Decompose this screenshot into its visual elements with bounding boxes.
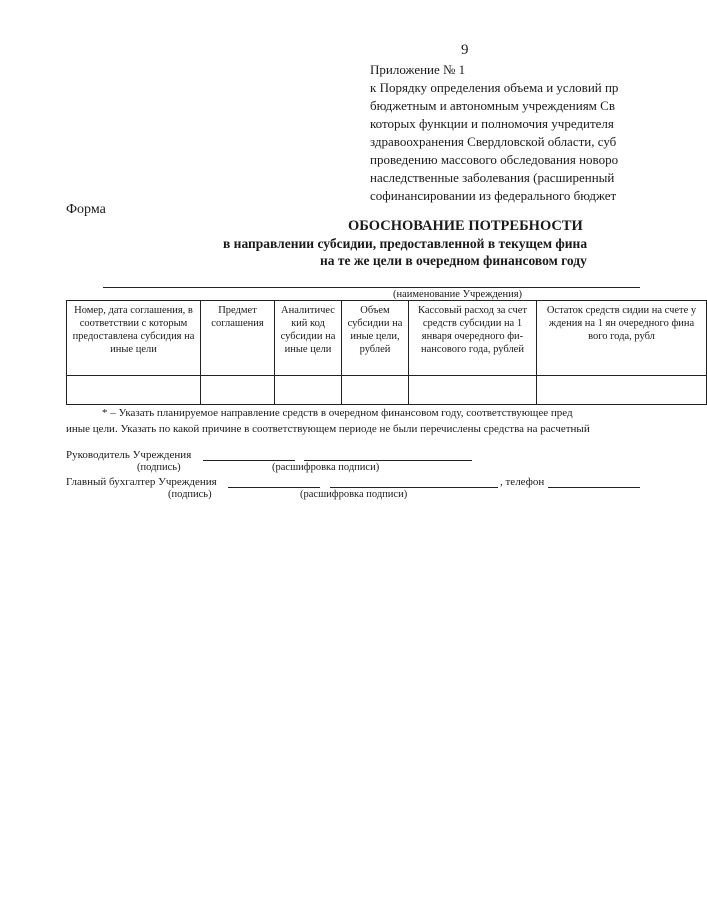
title-line: на те же цели в очередном финансовом году bbox=[320, 253, 587, 268]
appendix-line: которых функции и полномочия учредителя bbox=[370, 116, 614, 131]
table-header-cell: Предмет соглашения bbox=[201, 301, 275, 376]
table-cell bbox=[67, 376, 201, 405]
table-cell bbox=[537, 376, 707, 405]
table-header-cell: Кассовый расход за счет средств субсидии на 1 января очередного фи- нансового года, рублей bbox=[409, 301, 537, 376]
head-decode-caption: (расшифровка подписи) bbox=[272, 462, 380, 473]
head-label: Руководитель Учреждения bbox=[66, 449, 192, 461]
table-header-cell: Номер, дата соглашения, в соответствии с которым предоставлена субсидия на иные цели bbox=[67, 301, 201, 376]
table-cell bbox=[201, 376, 275, 405]
institution-caption: (наименование Учреждения) bbox=[393, 289, 523, 300]
table-cell bbox=[275, 376, 342, 405]
institution-name-line bbox=[103, 287, 640, 288]
accountant-label: Главный бухгалтер Учреждения bbox=[66, 476, 217, 488]
footnote-line: иные цели. Указать по какой причине в соответствующем периоде не были перечислены средства на расчетный bbox=[66, 423, 590, 435]
page-number: 9 bbox=[461, 42, 469, 58]
appendix-header bbox=[370, 61, 640, 205]
phone-line bbox=[548, 487, 640, 488]
subsidy-table bbox=[66, 300, 697, 402]
accountant-signature-line bbox=[228, 487, 320, 488]
table-row bbox=[67, 376, 707, 405]
phone-label: , телефон bbox=[500, 476, 545, 488]
document-title bbox=[200, 218, 640, 269]
appendix-line: Приложение № 1 bbox=[370, 62, 466, 77]
appendix-line: наследственные заболевания (расширенный bbox=[370, 170, 615, 185]
appendix-line: к Порядку определения объема и условий пр bbox=[370, 80, 619, 95]
form-label: Форма bbox=[66, 202, 106, 217]
title-line: в направлении субсидии, предоставленной в текущем фина bbox=[223, 236, 588, 251]
head-signature-line bbox=[203, 460, 295, 461]
appendix-line: бюджетным и автономным учреждениям Св bbox=[370, 98, 615, 113]
table-header-row bbox=[67, 301, 707, 376]
table-cell bbox=[342, 376, 409, 405]
appendix-line: здравоохранения Свердловской области, суб bbox=[370, 134, 617, 149]
table-cell bbox=[409, 376, 537, 405]
table-header-cell: Аналитичес кий код субсидии на иные цели bbox=[275, 301, 342, 376]
appendix-line: проведению массового обследования новоро bbox=[370, 152, 619, 167]
accountant-decode-line bbox=[330, 487, 498, 488]
table-header-cell: Остаток средств сидии на счете у ждения на 1 ян очередного фина вого года, рубл bbox=[537, 301, 707, 376]
accountant-sign-caption: (подпись) bbox=[168, 489, 212, 500]
head-sign-caption: (подпись) bbox=[137, 462, 181, 473]
footnote bbox=[66, 405, 640, 437]
accountant-decode-caption: (расшифровка подписи) bbox=[300, 489, 408, 500]
head-decode-line bbox=[304, 460, 472, 461]
title-line: ОБОСНОВАНИЕ ПОТРЕБНОСТИ bbox=[348, 218, 583, 234]
table-header-cell: Объем субсидии на иные цели, рублей bbox=[342, 301, 409, 376]
appendix-line: софинансировании из федерального бюджет bbox=[370, 188, 617, 203]
footnote-line: * – Указать планируемое направление средств в очередном финансовом году, соответствующее пред bbox=[102, 407, 573, 419]
